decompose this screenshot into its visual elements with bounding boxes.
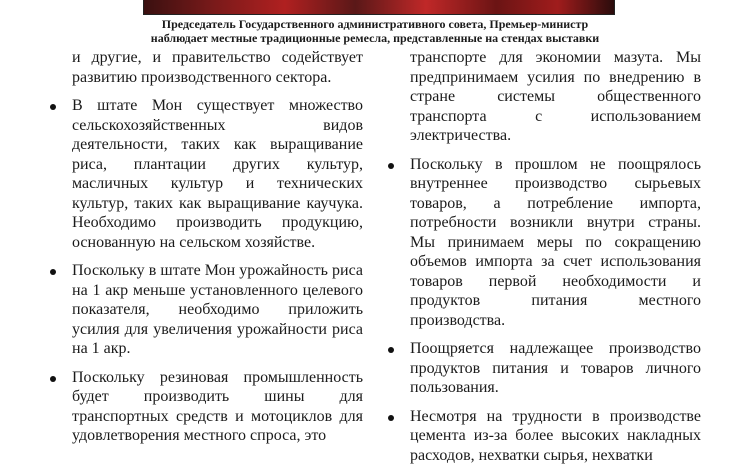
list-item [48,96,363,252]
bullet-icon [50,376,56,382]
photo-caption-line-2: наблюдает местные традиционные ремесла, представленные на стендах выставки [0,31,750,45]
list-item-text: Поскольку в прошлом не поощрялось внутреннее производство сырьевых товаров, а потребление импорта, потребности возникли внутри страны. Мы принимаем меры по сокращению объемов импорта за счет использования товаров первой необходимости и продуктов питания местного производства. [410,156,701,329]
list-item-text: Поскольку резиновая промышленность будет производить шины для транспортных средств и мотоциклов для удовлетворения местного спроса, это [72,369,363,445]
bullet-icon [388,163,394,169]
bullet-icon [388,415,394,421]
list-item [386,339,701,398]
left-column [48,48,363,446]
list-item-text: Поскольку в штате Мон урожайность риса на 1 акр меньше установленного целевого показателя, необходимо приложить усилия для увеличения урожайности риса на 1 акр. [72,262,363,357]
list-item [48,368,363,446]
photo-caption-line-1: Председатель Государственного административного совета, Премьер-министр [0,17,750,31]
list-item-text: В штате Мон существует множество сельскохозяйственных видов деятельности, таких как выращивание риса, плантации других культур, масличных культур и технических культур, таких как выращивание каучука. Необходимо производить продукцию, основанную на сельском хозяйстве. [72,97,363,251]
list-item [48,261,363,359]
list-item-text: Несмотря на трудности в производстве цемента из-за более высоких накладных расходов, нехватки сырья, нехватки [410,408,701,464]
bullet-icon [50,104,56,110]
bullet-icon [388,347,394,353]
list-item [386,155,701,331]
list-item-text: Поощряется надлежащее производство продуктов питания и товаров личного пользования. [410,340,701,396]
list-item [386,407,701,465]
right-column [386,48,701,465]
paragraph-continuation: и другие, и правительство содействует развитию производственного сектора. [48,48,363,87]
bullet-icon [50,269,56,275]
exhibition-photo [143,0,615,15]
paragraph-continuation: транспорте для экономии мазута. Мы предпринимаем усилия по внедрению в стране системы общественного транспорта с использованием электричества. [386,48,701,146]
